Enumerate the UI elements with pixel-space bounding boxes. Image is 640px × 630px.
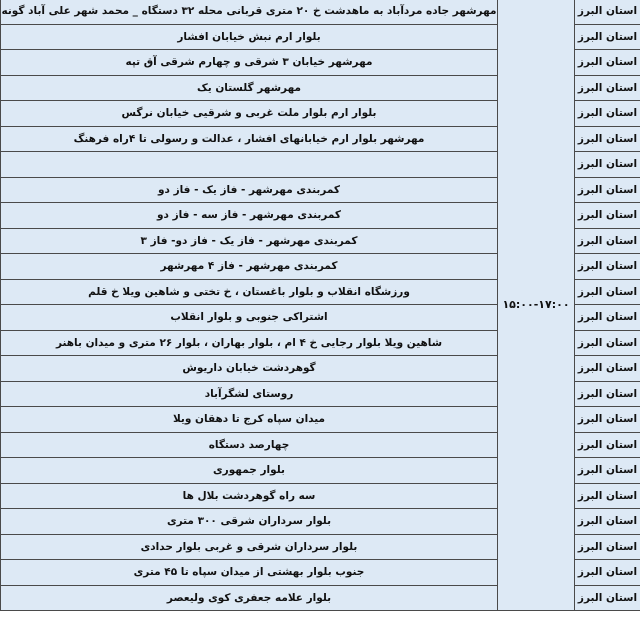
area-label: بلوار سرداران شرقی ۳۰۰ متری [166, 515, 332, 528]
province-label: استان البرز [577, 362, 638, 375]
area-cell [1, 483, 498, 509]
province-cell [575, 152, 640, 178]
province-label: استان البرز [577, 311, 638, 324]
province-label: استان البرز [577, 566, 638, 579]
province-cell [575, 509, 640, 535]
province-cell [575, 254, 640, 280]
area-label: چهارصد دستگاه [208, 438, 290, 451]
area-cell [1, 305, 498, 331]
area-label: کمربندی مهرشهر - فاز یک - فاز دو- فاز ۳ [140, 234, 358, 247]
area-label: کمربندی مهرشهر - فاز ۴ مهرشهر [160, 260, 338, 273]
area-cell [1, 152, 498, 178]
province-label: استان البرز [577, 438, 638, 451]
area-cell [1, 534, 498, 560]
province-cell [575, 50, 640, 76]
province-cell [575, 560, 640, 586]
province-label: استان البرز [577, 260, 638, 273]
area-cell [1, 279, 498, 305]
area-cell [1, 432, 498, 458]
province-cell [575, 483, 640, 509]
area-label: میدان سپاه کرج تا دهقان ویلا [172, 413, 326, 426]
area-cell [1, 356, 498, 382]
province-cell [575, 305, 640, 331]
area-cell [1, 254, 498, 280]
area-cell [1, 0, 498, 24]
area-label: روستای لشگرآباد [204, 387, 294, 400]
province-label: استان البرز [577, 107, 638, 120]
province-label: استان البرز [577, 234, 638, 247]
area-cell [1, 330, 498, 356]
table-row [1, 0, 640, 24]
area-cell [1, 560, 498, 586]
time-slot-label: ۱۵:۰۰-۱۷:۰۰ [502, 298, 570, 311]
area-label: بلوار ارم بلوار ملت غربی و شرقیی خیابان نرگس [121, 107, 377, 120]
province-label: استان البرز [577, 30, 638, 43]
area-cell [1, 585, 498, 611]
province-label: استان البرز [577, 209, 638, 222]
area-label: ورزشگاه انقلاب و بلوار باغستان ، خ تختی و شاهین ویلا خ قلم [88, 285, 410, 298]
area-cell [1, 407, 498, 433]
province-label: استان البرز [577, 591, 638, 604]
province-cell [575, 407, 640, 433]
province-label: استان البرز [577, 464, 638, 477]
province-cell [575, 534, 640, 560]
province-cell [575, 0, 640, 24]
time-slot-cell [498, 0, 575, 611]
area-label: کمربندی مهرشهر - فاز یک - فاز دو [158, 183, 340, 196]
province-label: استان البرز [577, 515, 638, 528]
province-cell [575, 432, 640, 458]
province-cell [575, 75, 640, 101]
area-cell [1, 24, 498, 50]
province-label: استان البرز [577, 183, 638, 196]
area-cell [1, 458, 498, 484]
area-cell [1, 50, 498, 76]
province-label: استان البرز [577, 5, 638, 18]
area-cell [1, 75, 498, 101]
province-cell [575, 279, 640, 305]
province-cell [575, 203, 640, 229]
province-label: استان البرز [577, 132, 638, 145]
province-label: استان البرز [577, 158, 638, 171]
area-cell [1, 509, 498, 535]
province-cell [575, 126, 640, 152]
area-label: شاهین ویلا بلوار رجایی خ ۴ ام ، بلوار بهاران ، بلوار ۲۶ متری و میدان باهنر [55, 336, 443, 349]
area-label: سه راه گوهردشت بلال ها [182, 489, 316, 502]
area-label: مهرشهر بلوار ارم خیابانهای افشار ، عدالت و رسولی تا ۴راه فرهنگ [73, 132, 425, 145]
province-label: استان البرز [577, 336, 638, 349]
province-label: استان البرز [577, 81, 638, 94]
area-label: جنوب بلوار بهشتی از میدان سپاه تا ۴۵ متری [133, 566, 365, 579]
area-label: بلوار جمهوری [213, 464, 285, 477]
area-label: بلوار ارم نبش خیابان افشار [177, 30, 321, 43]
province-cell [575, 381, 640, 407]
province-cell [575, 24, 640, 50]
province-label: استان البرز [577, 56, 638, 69]
area-cell [1, 177, 498, 203]
area-label: کمربندی مهرشهر - فاز سه - فاز دو [157, 209, 341, 222]
province-label: استان البرز [577, 540, 638, 553]
province-label: استان البرز [577, 489, 638, 502]
province-label: استان البرز [577, 413, 638, 426]
province-cell [575, 228, 640, 254]
province-cell [575, 458, 640, 484]
area-label: گوهردشت خیابان داریوش [182, 362, 316, 375]
area-label: بلوار علامه جعفری کوی ولیعصر [166, 591, 332, 604]
area-label: مهرشهر خیابان ۳ شرقی و چهارم شرقی آق تپه [125, 56, 373, 69]
area-cell [1, 101, 498, 127]
area-label: مهرشهر گلستان یک [196, 81, 302, 94]
area-label: اشتراکی جنوبی و بلوار انقلاب [170, 311, 328, 324]
province-cell [575, 101, 640, 127]
area-cell [1, 126, 498, 152]
province-cell [575, 356, 640, 382]
province-label: استان البرز [577, 285, 638, 298]
area-cell [1, 203, 498, 229]
area-cell [1, 228, 498, 254]
province-cell [575, 177, 640, 203]
province-cell [575, 585, 640, 611]
area-label: بلوار سرداران شرقی و غربی بلوار حدادی [140, 540, 358, 553]
province-cell [575, 330, 640, 356]
province-label: استان البرز [577, 387, 638, 400]
area-label: مهرشهر جاده مردآباد به ماهدشت خ ۲۰ متری قربانی محله ۳۲ دستگاه _ محمد شهر علی آباد گونه [1, 5, 497, 18]
area-cell [1, 381, 498, 407]
